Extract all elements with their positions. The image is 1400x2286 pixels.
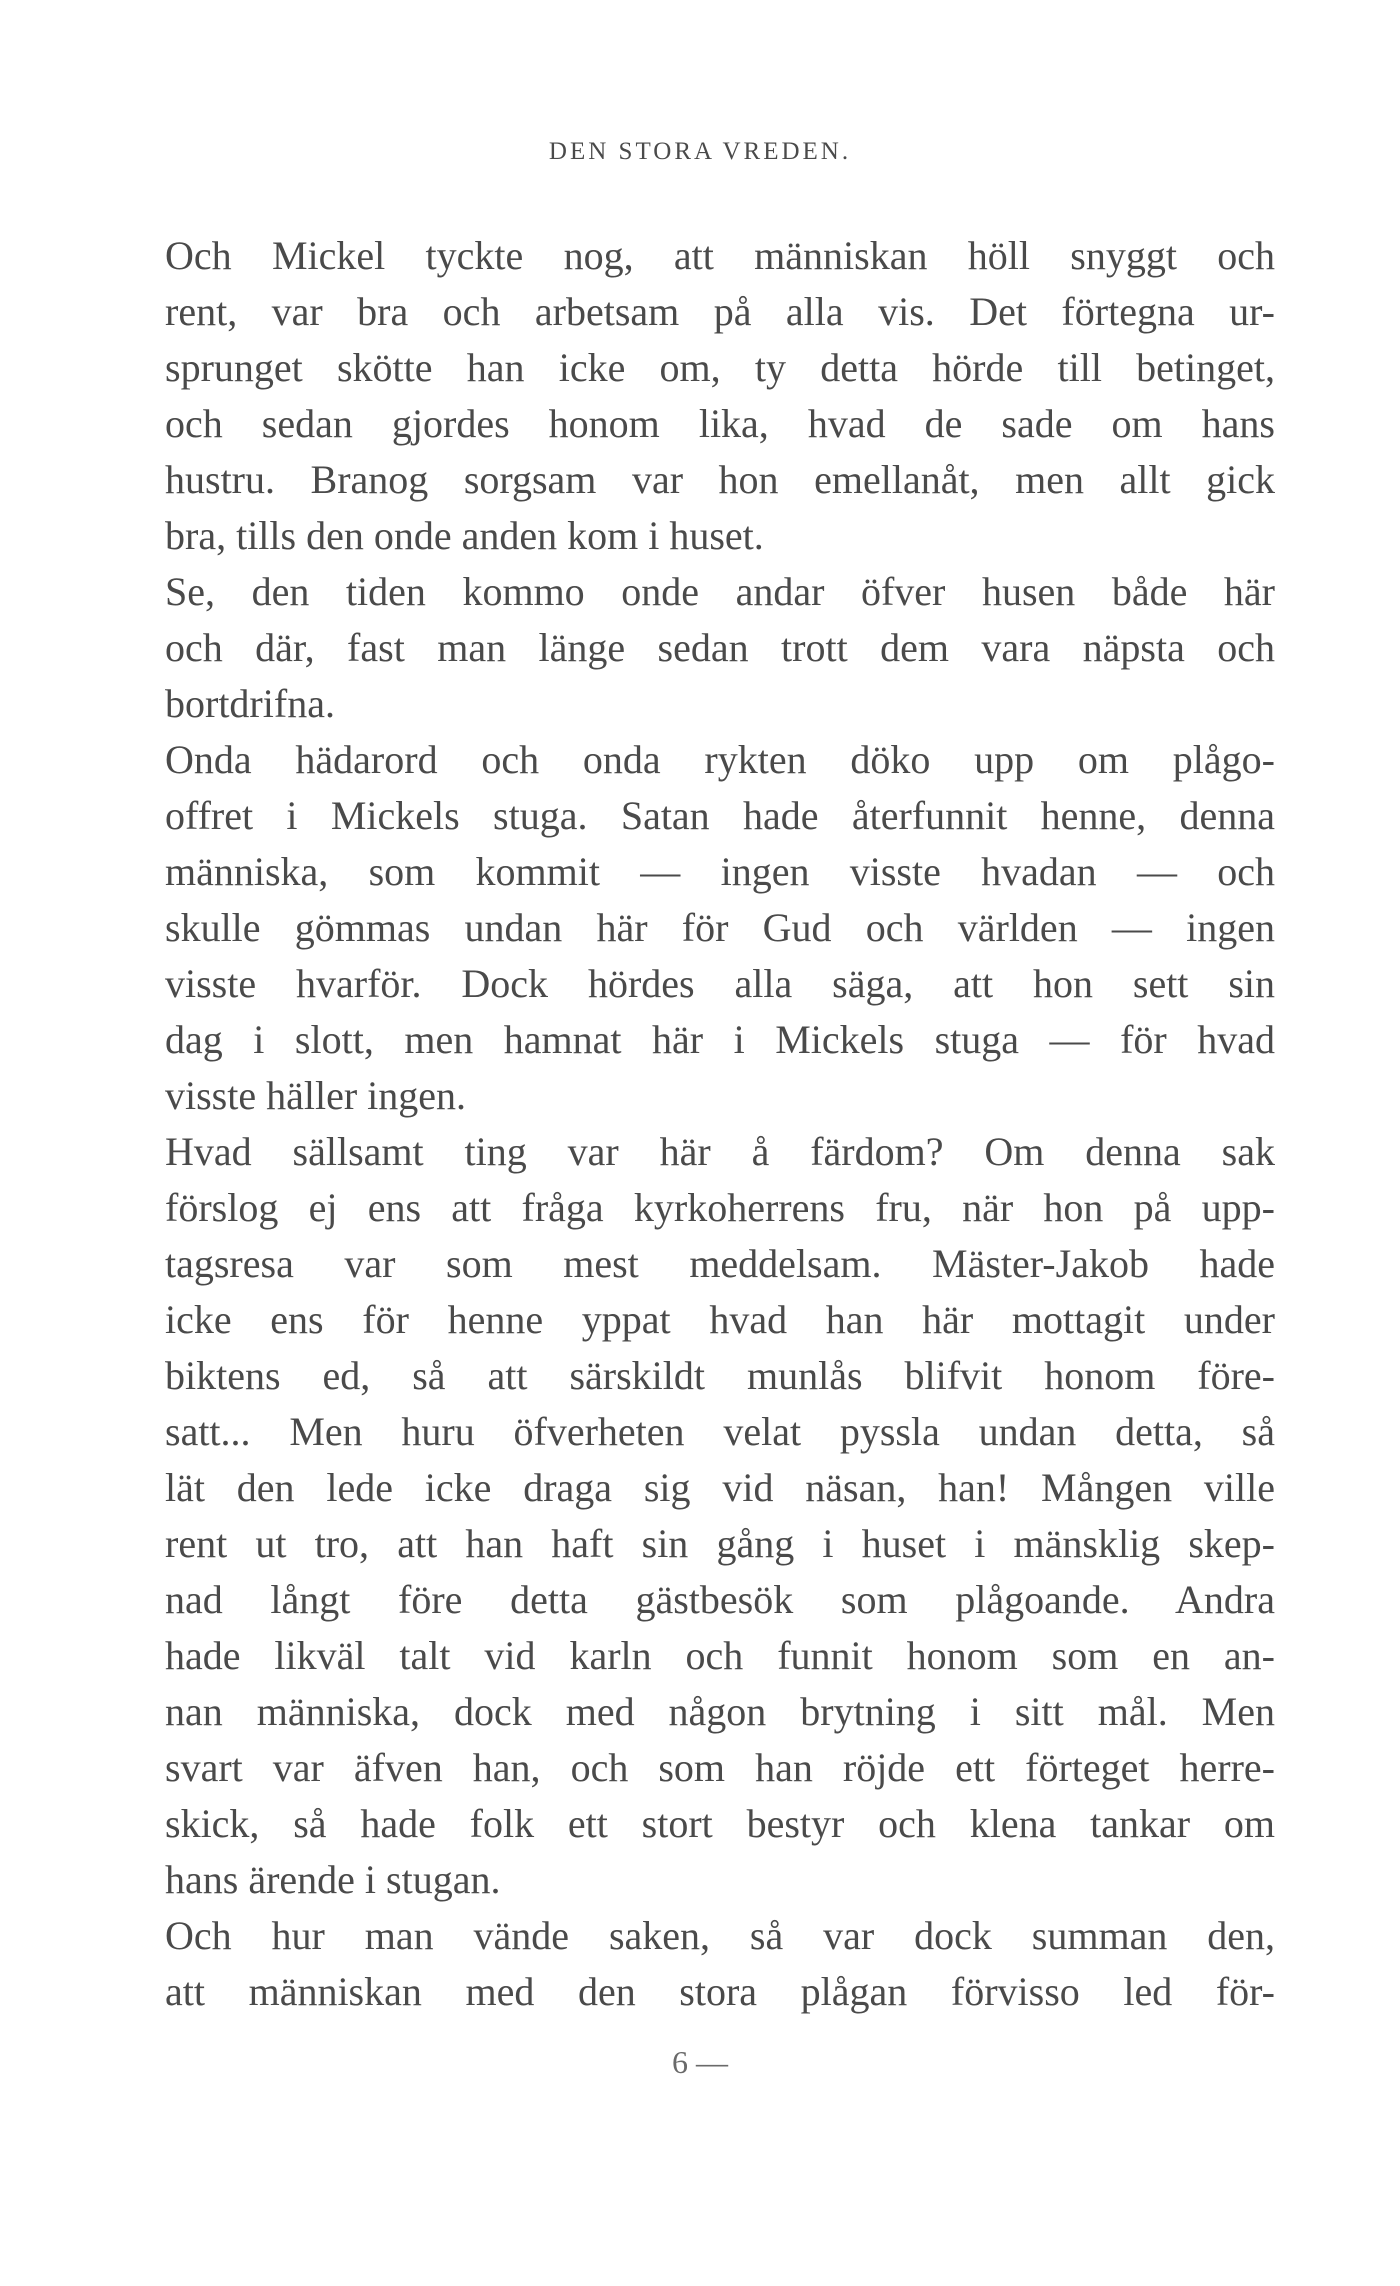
text-line: nan människa, dock med någon brytning i sitt mål. Men <box>165 1689 1275 1734</box>
text-line: icke ens för henne yppat hvad han här mottagit under <box>165 1297 1275 1342</box>
text-line: sprunget skötte han icke om, ty detta hörde till betinget, <box>165 345 1275 390</box>
text-line: hustru. Branog sorgsam var hon emellanåt, men allt gick <box>165 457 1275 502</box>
text-line: lät den lede icke draga sig vid näsan, han! Mången ville <box>165 1465 1275 1510</box>
text-line: Och hur man vände saken, så var dock summan den, <box>165 1913 1275 1958</box>
text-line: bra, tills den onde anden kom i huset. <box>165 513 764 558</box>
text-line: rent ut tro, att han haft sin gång i huset i mänsklig skep- <box>165 1521 1275 1566</box>
text-line: och där, fast man länge sedan trott dem vara näpsta och <box>165 625 1275 670</box>
text-line: Se, den tiden kommo onde andar öfver husen både här <box>165 569 1275 614</box>
text-line: biktens ed, så att särskildt munlås blifvit honom före- <box>165 1353 1275 1398</box>
text-line: och sedan gjordes honom lika, hvad de sade om hans <box>165 401 1275 446</box>
text-line: hans ärende i stugan. <box>165 1857 501 1902</box>
text-line: satt... Men huru öfverheten velat pyssla undan detta, så <box>165 1409 1275 1454</box>
text-line: dag i slott, men hamnat här i Mickels stuga — för hvad <box>165 1017 1275 1062</box>
text-line: offret i Mickels stuga. Satan hade återfunnit henne, denna <box>165 793 1275 838</box>
text-line: visste häller ingen. <box>165 1073 467 1118</box>
running-head: DEN STORA VREDEN. <box>548 138 852 165</box>
text-line: rent, var bra och arbetsam på alla vis. Det förtegna ur- <box>165 289 1275 334</box>
body-text <box>165 228 1275 2020</box>
text-line: förslog ej ens att fråga kyrkoherrens fru, när hon på upp- <box>165 1185 1275 1230</box>
text-line: Onda hädarord och onda rykten döko upp om plågo- <box>165 737 1275 782</box>
text-line: visste hvarför. Dock hördes alla säga, att hon sett sin <box>165 961 1275 1006</box>
page-number: 6 — <box>672 2044 728 2080</box>
text-line: bortdrifna. <box>165 681 335 726</box>
text-line: Hvad sällsamt ting var här å färdom? Om denna sak <box>165 1129 1275 1174</box>
text-line: tagsresa var som mest meddelsam. Mäster-Jakob hade <box>165 1241 1275 1286</box>
text-line: skulle gömmas undan här för Gud och världen — ingen <box>165 905 1275 950</box>
text-line: nad långt före detta gästbesök som plågoande. Andra <box>165 1577 1275 1622</box>
text-line: hade likväl talt vid karln och funnit honom som en an- <box>165 1633 1275 1678</box>
text-line: Och Mickel tyckte nog, att människan höll snyggt och <box>165 233 1275 278</box>
text-line: skick, så hade folk ett stort bestyr och klena tankar om <box>165 1801 1275 1846</box>
text-line: människa, som kommit — ingen visste hvadan — och <box>165 849 1275 894</box>
text-line: att människan med den stora plågan förvisso led för- <box>165 1969 1275 2014</box>
text-line: svart var äfven han, och som han röjde ett förteget herre- <box>165 1745 1275 1790</box>
